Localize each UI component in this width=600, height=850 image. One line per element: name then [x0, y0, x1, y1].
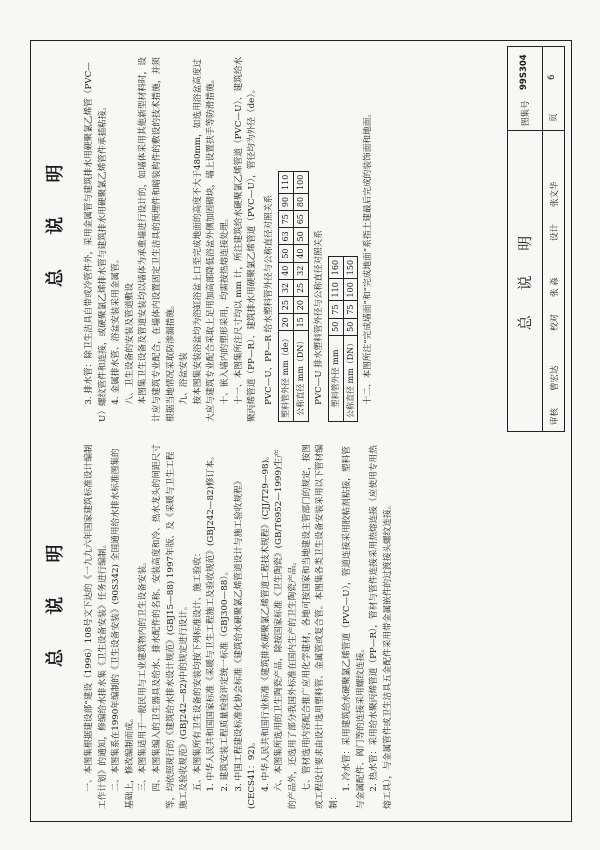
table1-row1-label: 塑料管外径 mm（de） [279, 331, 294, 422]
table1-de-cell: 63 [279, 228, 294, 245]
table1-dn-cell: 20 [293, 297, 308, 314]
table2-row1-label: 塑料管外径 mm [329, 335, 344, 421]
left-paragraph-9: 六、本图集所选用的卫生陶瓷产品，除按国家标准《卫生陶瓷》(GB/T6952—1999)生产的产品外，还选用了部分我国外标准在国内生产的卫生陶瓷产品。 [274, 449, 298, 809]
table-water-pipe [278, 171, 308, 422]
table1-de-cell: 25 [279, 297, 294, 314]
tb-review-label: 审核 [550, 407, 560, 425]
title-block [507, 46, 565, 432]
table2-de-cell: 110 [329, 279, 344, 301]
title-block-title: 总 说 明 [516, 225, 534, 331]
table1-de-cell: 50 [279, 245, 294, 262]
left-paragraph-3: 四、本图集编入的卫生器具及给水、排水配件的名称、安装高度和冷、热水龙头的间距尺寸等，均依照现行的《建筑给水排水设计规范》(GBJ15—88) 1997年版、及《采暖与卫生工程施工及验收规范》(GBJ242—82)中的规定进行设计。 [151, 444, 190, 809]
table2-de-cell: 75 [329, 301, 344, 318]
table2-de-cell: 160 [329, 256, 344, 278]
left-paragraph-8: 4. 中华人民共和国行业标准《建筑排水硬聚氯乙烯管道工程技术规程》(CJJ/T29—98)。 [260, 451, 271, 792]
page-label: 页 [549, 113, 559, 122]
signature-row [542, 131, 565, 431]
table1-dn-cell: 15 [293, 314, 308, 331]
rotated-content [33, 43, 567, 817]
page-number: 6 [547, 74, 557, 80]
table1-de-cell: 90 [279, 193, 294, 210]
table1-dn-cell: 100 [293, 171, 308, 193]
right-paragraph-2: 八、卫生设备的安装及管道敷设 [124, 282, 135, 405]
tb-review-name: 曾宏达 [550, 365, 560, 391]
tb-design-name: 张文华 [550, 181, 560, 207]
table1-caption: PVC—U、PP—R 给水塑料管外径与公称直径对照关系 [263, 194, 274, 405]
left-paragraph-0: 一、本图集根据建设部“建设（1996）108号文下达的《一九九六年国家建筑标准设计编制工作计划》的通知，修编给水排水集《卫生设备安装》任务进行编制。 [84, 444, 108, 809]
table2-dn-cell: 75 [343, 301, 358, 318]
left-paragraph-1: 二、本图集系在1990年编制的《卫生设备安装》(90S342) 全国通用给水排水标准图集的基础上，修改编制而成。 [111, 448, 135, 809]
table2-de-cell: 50 [329, 318, 344, 335]
atlas-number: 99S304 [519, 54, 529, 90]
table2-row2-label: 公称直径 mm（DN） [343, 335, 358, 421]
right-paragraph-6: 十、嵌入墙内的塑形采用，均需按热熔连接处理。 [219, 213, 230, 405]
table1-row2-label: 公称直径 mm（DN） [293, 331, 308, 422]
table1-de-cell: 40 [279, 262, 294, 279]
table1-de-cell: 20 [279, 314, 294, 331]
tb-design-label: 设计 [550, 223, 560, 241]
table1-dn-cell: 25 [293, 279, 308, 296]
right-paragraph-5: 按本图集安装浴盆均为浴缸浴盆上口至完成地面的高度不大于480mm，如选用浴盆高度过大应与建筑专业配合采取上足用加高部降低浴盆外侧加固砌块，墙上设置扶手等防滑措施。 [192, 58, 217, 422]
right-paragraph-4: 九、浴盆安装 [179, 352, 190, 405]
table1-dn-cell: 50 [293, 228, 308, 245]
table2-dn-cell: 100 [343, 279, 358, 301]
right-paragraph-0: 3. 排水管：除卫生洁具自带或冷管件外，采用金属管与建筑排水用硬聚氯乙烯管（PVC—U）螺纹管件和连接，或硬聚氯乙烯排水管与建筑排水用硬聚氯乙烯管件承插粘接。 [84, 62, 108, 422]
table1-de-cell: 75 [279, 211, 294, 228]
left-column [83, 444, 396, 809]
table1-de-cell: 32 [279, 279, 294, 296]
right-paragraph-3: 本图集卫生设备及管道安装均以墙体为承重墙进行设计的，如墙体采用其他新型材料时，设计应与建筑专业配合，在墙体内设置固定卫生洁具的预埋件和暗装构件的敷设的技术措施，并须根据当地情况采取防渗漏措施。 [138, 57, 176, 422]
tb-check-label: 校对 [550, 313, 560, 331]
left-paragraph-10: 七、管材选用内容配合推广应用化学建材，各地可按国家和当地建设主管部门的规定，按图或工程设计要求由设计选用塑料管、金属管或复合管。本图集各类卫生设备安装采用以下管材编制： [301, 444, 339, 809]
table2-dn-cell: 50 [343, 318, 358, 335]
left-paragraph-11: 1. 冷水管：采用建筑给水硬聚氯乙烯管道（PVC—U），管道连接采用胶粘剂粘接，塑料管与金属配件、阀门等的连接采用螺纹连接。 [342, 446, 366, 809]
table1-dn-cell: 80 [293, 193, 308, 210]
title-block-right [508, 46, 564, 131]
left-paragraph-5: 1. 中华人民共和国国家标准《采暖与卫生工程施工及验收规范》(GBJ242—82)修订本。 [206, 451, 217, 792]
right-paragraphs-a [83, 52, 260, 422]
left-paragraph-7: 3. 中国工程建设标准化协会标准《建筑给水硬聚氯乙烯管道设计与施工验收规程》(CECS41：92)。 [233, 476, 258, 809]
table2-dn-cell: 150 [343, 256, 358, 278]
left-paragraph-12: 2. 热水管：采用给水聚丙烯管道（PP—R），管材与管件连接采用热熔连接（应使用专用热熔工具），与金属管件或卫生洁具五金配件采用带金属嵌件的过渡接头螺纹连接。 [369, 445, 394, 809]
tb-check-name: 张 淼 [550, 277, 560, 297]
table1-dn-cell: 65 [293, 211, 308, 228]
atlas-label: 图集号 [521, 100, 531, 126]
table1-de-cell: 110 [279, 171, 294, 193]
table2-caption: PVC—U 排水塑料管外径与公称直径对照关系 [313, 230, 324, 405]
table1-dn-cell: 32 [293, 262, 308, 279]
page-title: 总 说 明 [45, 530, 66, 667]
left-paragraph-2: 三、本图集适用于一般民用与工业建筑物内的卫生设备安装。 [138, 557, 149, 792]
right-paragraphs-b [362, 52, 376, 422]
left-paragraph-6: 2. 建筑安装工程质量检验评定统一标准（GBJ300—88）。 [219, 566, 230, 792]
table1-dn-cell: 40 [293, 245, 308, 262]
left-paragraph-4: 五、本图集所有卫生设备的安装均按下列标准设计、施工验收： [192, 548, 203, 792]
right-note-0: 十二、本图所注“完成墙面”和“完成地面”系指土建最后完成的装饰面和地面。 [363, 108, 374, 405]
right-paragraph-1: 4. 金属排水管、浴盆安装采用金属管。 [111, 254, 122, 405]
table-drain-pipe [328, 256, 358, 422]
right-paragraph-7: 十一、本图集所注尺寸均以 mm 计，所注建筑给水硬聚氯乙烯管道（PVC—U）、建筑给水聚丙烯管道（PP—R）、建筑排水用硬聚氯乙烯管道（PVC—U），管径均为外径（de）。 [233, 56, 258, 422]
right-column [83, 52, 376, 422]
page-title-right: 总 说 明 [45, 150, 66, 287]
